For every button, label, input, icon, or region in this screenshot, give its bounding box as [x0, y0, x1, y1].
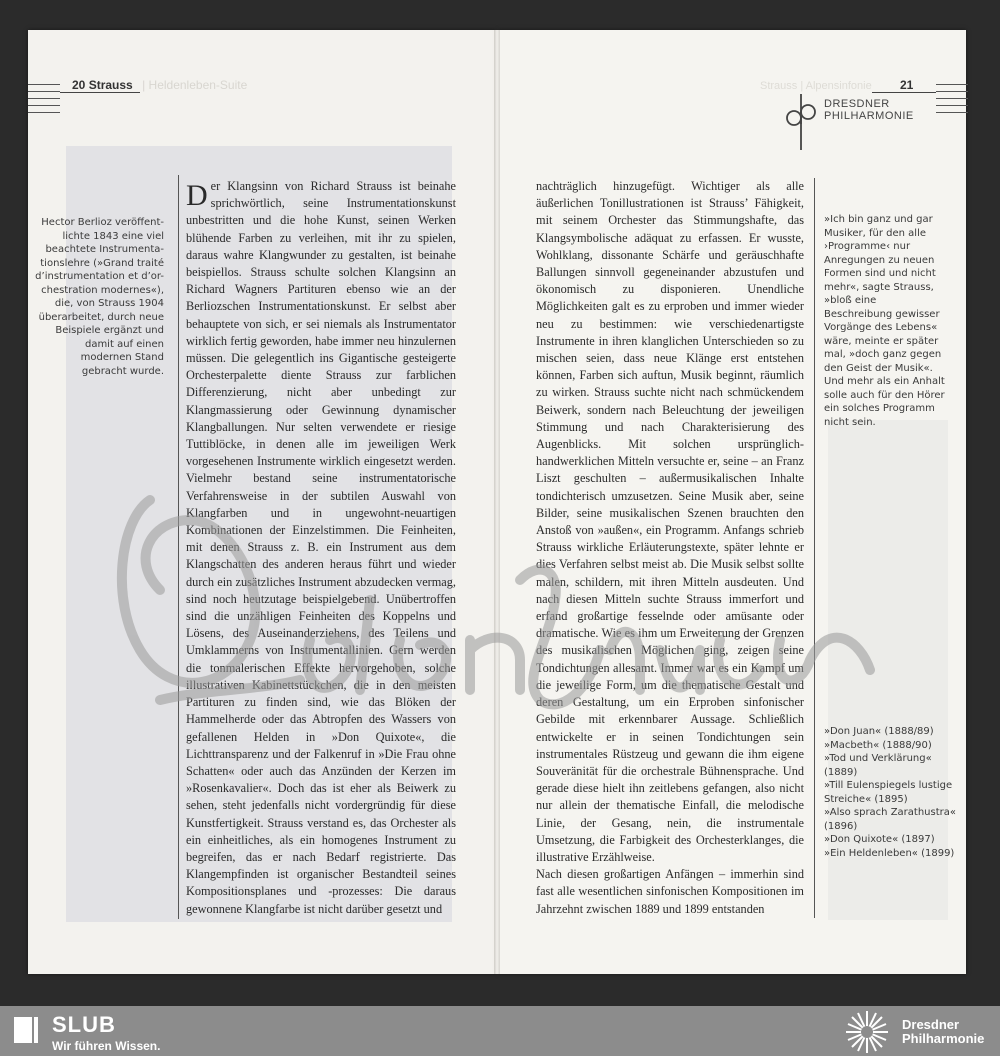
dresdner-philharmonie-logo: [784, 88, 914, 152]
body-paragraph-right-2: Nach diesen großartigen Anfängen – immerhin sind fast alle wesentlichen sinfonischen Kompositionen im Jahrzehnt zwischen 1889 und 1899 entstanden: [536, 867, 804, 916]
slub-logo-text: SLUB: [52, 1012, 116, 1037]
works-item: »Ein Heldenleben« (1899): [824, 847, 955, 859]
works-item: »Macbeth« (1888/90): [824, 739, 932, 751]
works-item: »Don Juan« (1888/89): [824, 726, 934, 737]
works-item: (1889): [824, 766, 858, 778]
header-rule-left: [60, 92, 140, 93]
page-number-left: 20: [72, 78, 86, 92]
running-head-title: Strauss: [88, 78, 133, 92]
works-item: »Also sprach Zarathustra«: [824, 807, 957, 818]
body-text-right: [536, 178, 804, 918]
body-text-left: [186, 178, 456, 918]
body-paragraph-left: er Klangsinn von Richard Strauss ist beinahe sprichwörtlich, seine Instrumentationskunst unbestritten und die hohe Kunst, seinen Werken blühende Farben zu verleihen, mit ihr zu spielen, daraus wahre Klangwunder zu gestalten, ist beinahe beispiellos. Strauss schulte solchen Klangsinn an Richard Wagners Partituren ebenso wie an der Berliozschen Instrumentationskunst. Er selbst aber behauptete von sich, er sei niemals als Instrumentator wirklich fertig geworden, habe immer neu hinzulernen müssen. Die gelegentlich ins Gigantische gesteigerte Orchesterpalette diente Strauss zur farblichen Differenzierung, nicht aber unbedingt zur Klangmassierung oder Gewinnung dynamischer Klangballungen. Nur selten verwendete er riesige Tuttiblöcke, in denen alle im jeweiligen Werk vorgesehenen Instrumente wirklich eingesetzt werden. Vielmehr bestand seine instrumentatorische Verfahrensweise in der subtilen Auswahl von Klangfarben und in ungewohnt-neuartigen Kombinationen der Einzelstimmen. Die Feinheiten, mit denen Strauss z. B. ein Instrument aus dem Klangschatten des anderen heraus führt und wieder durch ein zusätzliches Instrument abzudecken vermag, sind noch heutzutage beispielgebend. Unübertroffen sind die unzähligen Feinheiten des Koppelns und Lösens, des Auseinanderziehens, des Teilens und Umklammerns von Instrumentallinien. Gern werden die tonmalerischen Effekte hervorgehoben, solche illustrativen Kabinettstückchen, die in den meisten Partituren zu finden sind, wie das Blöken der Hammelherde oder das Abtropfen des Wassers von gefallenen Helden in »Don Quixote«, die Lichttransparenz und der Falkenruf in »Die Frau ohne Schatten« oder auch das Anzünden der Kerzen im »Rosenkavalier«. Doch das ist eher als Beiwerk zu sehen, steht jedenfalls nicht vordergründig für diese Kunstfertigkeit. Strauss verstand es, das Orchester als ein einheitliches, als ein homogenes Instrument zu begreifen, das er nach Bedarf registrierte. Das Klangempfinden ist organischer Bestandteil seines Kompositionsplanes und -prozesses: Die daraus gewonnene Klangfarbe ist nicht darüber gesetzt und: [186, 179, 456, 916]
philharmonie-burst-icon: [838, 1009, 896, 1055]
running-head-left: [72, 78, 247, 92]
column-rule-left: [178, 175, 179, 919]
works-item: »Tod und Verklärung«: [824, 753, 932, 764]
margin-rules-left: [28, 84, 60, 119]
drop-cap: D: [186, 179, 208, 212]
works-item: (1896): [824, 820, 858, 832]
works-list: [824, 725, 957, 860]
book-gutter: [494, 30, 500, 974]
logo-line-1: DRESDNER: [824, 98, 890, 110]
margin-rules-right: [936, 84, 968, 119]
running-head-ghost: | Heldenleben-Suite: [142, 78, 248, 92]
philharmonie-footer-text: [902, 1018, 984, 1046]
slub-tagline: Wir führen Wissen.: [52, 1039, 161, 1053]
body-paragraph-right: nachträglich hinzugefügt. Wichtiger als alle äußerlichen Tonillustrationen ist Strauss’ Fähigkeit, mit seinem Orchester das Stimmungshafte, das Klangsymbolische adäquat zu erfassen. Er wusste, Wohlklang, dissonante Schärfe und geräuschhafte Ballungen sinnvoll gegeneinander abzustufen und ökonomisch zu disponieren. Unendliche Möglichkeiten galt es zu erproben und immer wieder neu zu bestimmen: wie verschiedenartigste Instrumente in ihren klanglichen Unterschieden so zu mischen seien, dass neue Klänge erst entstehen können, Farben sich auftun, Musik beginnt, räumlich zu wirken. Strauss suchte nicht nach schmückendem Beiwerk, sondern nach Beleuchtung der jeweiligen Stimmung und nach Charakterisierung des Augenblicks. Mit solchen ursprünglich-handwerklichen Mitteln versuchte er, seine – an Franz Liszt geschulten – außermusikalischen Inhalte tondichterisch umzusetzen. Seine Musik aber, seine Bilder, seine musikalischen Szenen brauchten den Anstoß von »außen«, ein Programm. Anfangs schrieb Strauss wirkliche Erläuterungstexte, später lehnte er dies Verfahren selbst meist ab. Die Musik selbst sollte malen, schildern, mit ihren Mitteln ausdeuten. Und nach diesen Mitteln suchte Strauss immerfort und erfand großartige fesselnde oder amüsante oder dramatische. Wie es ihm um Erweiterung der Grenzen des musikalischen Möglichen ging, zeigen seine Tondichtungen allesamt. Immer war es ein Kampf um die jeweilige Form, um die thematische Gestalt und deren Gestaltung, um ein Erproben sinfonischer Gebilde mit erkennbarer Aussage. Schließlich entwickelte er in seinen Tondichtungen sein instrumentales Rüstzeug und gewann die ihm eigene Souveränität für die orchestrale Bühnensprache. Und gerade diese hielt ihn zeitlebens gefangen, also nicht nur allein der thematische Einfall, die melodische Linie, der Gesang, nein, die instrumentale Umsetzung, die Farbigkeit des Orchesterklanges, die illustrative Erzählweise.: [536, 179, 804, 864]
works-item: »Don Quixote« (1897): [824, 834, 935, 845]
works-item: Streiche« (1895): [824, 793, 908, 805]
philharmonie-footer-line-1: Dresdner: [902, 1017, 960, 1032]
side-caption-berlioz: Hector Berlioz veröffent-lichte 1843 eine viel beachtete Instrumenta-tionslehre (»Grand traité d’instrumentation et d’or-chestration modernes«), die, von Strauss 1904 überarbeitet, durch neue Beispiele ergänzt und damit auf einen modernen Stand gebracht wurde.: [35, 217, 164, 377]
side-quote-strauss: »Ich bin ganz und gar Musiker, für den alle ›Programme‹ nur Anregungen zu neuen Formen sind und nicht mehr«, sagte Strauss, »bloß eine Beschreibung gewisser Vorgänge des Lebens« wäre, meinte er später mal, »doch ganz gegen den Geist der Musik«. Und mehr als ein Anhalt solle auch für den Hörer ein solches Programm nicht sein.: [824, 214, 945, 428]
page-number-right: 21: [900, 78, 914, 92]
philharmonie-footer-line-2: Philharmonie: [902, 1031, 985, 1046]
logo-line-2: PHILHARMONIE: [824, 110, 914, 122]
slub-book-icon: [12, 1014, 40, 1046]
running-head-ghost-right: Strauss | Alpensinfonie: [760, 80, 872, 92]
column-rule-right: [814, 178, 815, 918]
works-item: »Till Eulenspiegels lustige: [824, 780, 953, 791]
footer-bar: [0, 1006, 1000, 1056]
philharmonie-mark-icon: [784, 88, 820, 152]
